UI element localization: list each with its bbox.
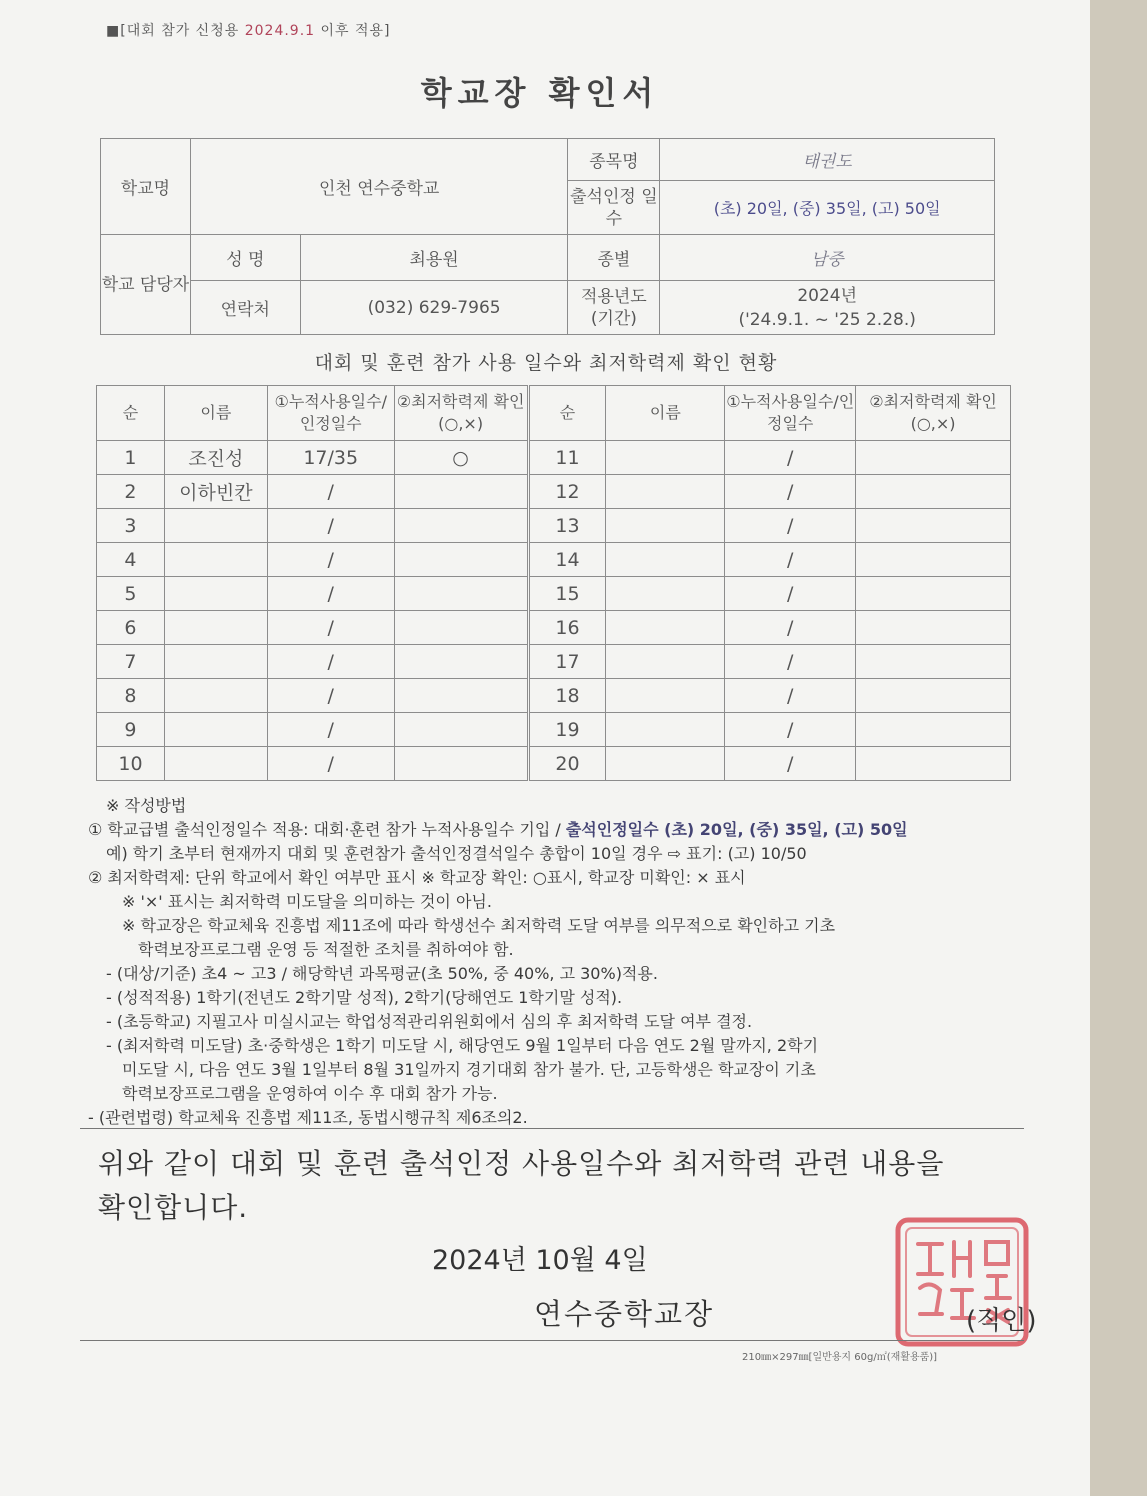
row-days-2: / — [725, 645, 856, 679]
row-no: 6 — [97, 611, 165, 645]
tag-prefix: ■[대회 참가 신청용 — [106, 23, 245, 39]
row-check-2 — [856, 543, 1011, 577]
row-check — [394, 713, 528, 747]
division-label: 종별 — [568, 235, 660, 281]
school-name-value: 인천 연수중학교 — [190, 139, 568, 235]
row-check — [394, 645, 528, 679]
row-days-2: / — [725, 475, 856, 509]
row-check — [394, 577, 528, 611]
row-no: 1 — [97, 441, 165, 475]
row-no: 5 — [97, 577, 165, 611]
row-check — [394, 509, 528, 543]
row-check-2 — [856, 577, 1011, 611]
row-no-2: 11 — [528, 441, 606, 475]
division-value: 남중 — [660, 235, 995, 281]
row-days-2: / — [725, 543, 856, 577]
row-days: / — [267, 509, 394, 543]
header-no: 순 — [97, 386, 165, 441]
contact-label: 연락처 — [190, 281, 300, 335]
row-no: 3 — [97, 509, 165, 543]
apply-year-label: 적용년도 (기간) — [568, 281, 660, 335]
row-check-2 — [856, 679, 1011, 713]
row-name-2 — [606, 747, 725, 781]
row-days-2: / — [725, 509, 856, 543]
note-3: ※ '×' 표시는 최저학력 미도달을 의미하는 것이 아님. — [122, 892, 492, 911]
row-no-2: 16 — [528, 611, 606, 645]
school-name-label: 학교명 — [101, 139, 191, 235]
note-1: ① 학교급별 출석인정일수 적용: 대회·훈련 참가 누적사용일수 기입 / — [88, 820, 566, 839]
row-name — [164, 611, 267, 645]
row-check-2 — [856, 475, 1011, 509]
row-no-2: 19 — [528, 713, 606, 747]
header-days: ①누적사용일수/인정일수 — [267, 386, 394, 441]
row-name — [164, 509, 267, 543]
document-title: 학교장 확인서 — [420, 74, 660, 112]
header-check: ②최저학력제 확인(○,×) — [394, 386, 528, 441]
row-check — [394, 543, 528, 577]
row-no-2: 18 — [528, 679, 606, 713]
tag-suffix: 이후 적용] — [315, 23, 391, 39]
apply-period-value: ('24.9.1. ~ '25 2.28.) — [738, 309, 916, 330]
event-value: 태권도 — [660, 139, 995, 181]
note-8-cont-2: 학력보장프로그램을 운영하여 이수 후 대회 참가 가능. — [122, 1084, 498, 1103]
row-days: 17/35 — [267, 441, 394, 475]
row-name: 조진성 — [164, 441, 267, 475]
note-7: - (초등학교) 지필고사 미실시교는 학업성적관리위원회에서 심의 후 최저학력 도달 여부 결정. — [106, 1012, 753, 1031]
row-check-2 — [856, 441, 1011, 475]
table-row — [97, 577, 1011, 611]
row-name-2 — [606, 645, 725, 679]
header-days-2: ①누적사용일수/인정일수 — [725, 386, 856, 441]
row-days-2: / — [725, 577, 856, 611]
row-name-2 — [606, 441, 725, 475]
table-row — [97, 441, 1011, 475]
notes-heading: ※ 작성방법 — [106, 796, 187, 815]
table-row — [97, 509, 1011, 543]
note-8: - (최저학력 미도달) 초·중학생은 1학기 미도달 시, 해당연도 9월 1일부터 다음 연도 2월 말까지, 2학기 — [106, 1036, 819, 1055]
row-no: 7 — [97, 645, 165, 679]
seal-label: (직인) — [966, 1306, 1037, 1336]
row-no-2: 20 — [528, 747, 606, 781]
paper-spec-footer: 210㎜×297㎜[일반용지 60g/㎡(재활용품)] — [742, 1352, 938, 1363]
row-days: / — [267, 713, 394, 747]
table-row — [97, 713, 1011, 747]
row-check-2 — [856, 713, 1011, 747]
row-name-2 — [606, 679, 725, 713]
table-row — [97, 543, 1011, 577]
section-title: 대회 및 훈련 참가 사용 일수와 최저학력제 확인 현황 — [314, 352, 778, 374]
row-name-2 — [606, 713, 725, 747]
note-9: - (관련법령) 학교체육 진흥법 제11조, 동법시행규칙 제6조의2. — [88, 1108, 528, 1127]
row-name-2 — [606, 543, 725, 577]
row-check: ○ — [394, 441, 528, 475]
row-days: / — [267, 747, 394, 781]
header-check-2: ②최저학력제 확인(○,×) — [856, 386, 1011, 441]
row-name — [164, 713, 267, 747]
bottom-divider — [80, 1340, 1024, 1341]
apply-year-cell — [660, 281, 995, 335]
contact-value: (032) 629-7965 — [300, 281, 568, 335]
signature-date: 2024년 10월 4일 — [432, 1245, 648, 1276]
attend-days-label: 출석인정 일수 — [568, 181, 660, 235]
row-name-2 — [606, 611, 725, 645]
row-no: 8 — [97, 679, 165, 713]
divider — [80, 1128, 1024, 1129]
row-days: / — [267, 475, 394, 509]
instructions — [88, 794, 1018, 1130]
event-label: 종목명 — [568, 139, 660, 181]
row-no-2: 14 — [528, 543, 606, 577]
row-days: / — [267, 577, 394, 611]
manager-label: 학교 담당자 — [101, 235, 191, 335]
row-days: / — [267, 543, 394, 577]
row-no-2: 13 — [528, 509, 606, 543]
row-name — [164, 577, 267, 611]
row-no: 2 — [97, 475, 165, 509]
principal-title: 연수중학교장 — [534, 1297, 715, 1331]
note-1-example: 예) 학기 초부터 현재까지 대회 및 훈련참가 출석인정결석일수 총합이 10일 경우 ⇨ 표기: (고) 10/50 — [106, 844, 807, 863]
participation-table — [96, 385, 1011, 781]
row-check — [394, 475, 528, 509]
row-no: 10 — [97, 747, 165, 781]
note-5: - (대상/기준) 초4 ~ 고3 / 해당학년 과목평균(초 50%, 중 40%, 고 30%)적용. — [106, 964, 658, 983]
note-2: ② 최저학력제: 단위 학교에서 확인 여부만 표시 ※ 학교장 확인: ○표시, 학교장 미확인: × 표시 — [88, 868, 746, 887]
row-days: / — [267, 679, 394, 713]
row-days-2: / — [725, 611, 856, 645]
row-days-2: / — [725, 713, 856, 747]
confirmation-line-1: 위와 같이 대회 및 훈련 출석인정 사용일수와 최저학력 관련 내용을 — [98, 1147, 945, 1180]
tag-date: 2024.9.1 — [244, 23, 316, 39]
row-check-2 — [856, 509, 1011, 543]
header-name-2: 이름 — [606, 386, 725, 441]
row-no: 4 — [97, 543, 165, 577]
row-check — [394, 679, 528, 713]
attend-days-value: (초) 20일, (중) 35일, (고) 50일 — [660, 181, 995, 235]
row-name — [164, 747, 267, 781]
row-check-2 — [856, 645, 1011, 679]
row-name: 이하빈칸 — [164, 475, 267, 509]
row-no-2: 17 — [528, 645, 606, 679]
table-row — [97, 645, 1011, 679]
confirmation-line-2: 확인합니다. — [98, 1191, 249, 1224]
form-usage-tag — [106, 20, 391, 40]
header-name: 이름 — [164, 386, 267, 441]
row-no: 9 — [97, 713, 165, 747]
table-row — [97, 475, 1011, 509]
note-4: ※ 학교장은 학교체육 진흥법 제11조에 따라 학생선수 최저학력 도달 여부를 의무적으로 확인하고 기초 — [122, 916, 836, 935]
confirmation-statement — [98, 1142, 1018, 1230]
row-name — [164, 543, 267, 577]
apply-year-value: 2024년 — [797, 285, 857, 306]
header-no-2: 순 — [528, 386, 606, 441]
row-check — [394, 747, 528, 781]
row-days: / — [267, 611, 394, 645]
row-check-2 — [856, 611, 1011, 645]
row-name — [164, 679, 267, 713]
row-no-2: 12 — [528, 475, 606, 509]
row-days-2: / — [725, 441, 856, 475]
row-days: / — [267, 645, 394, 679]
background-surface — [1090, 0, 1147, 1496]
row-no-2: 15 — [528, 577, 606, 611]
note-4-cont: 학력보장프로그램 운영 등 적절한 조치를 취하여야 함. — [138, 940, 514, 959]
row-check-2 — [856, 747, 1011, 781]
row-name-2 — [606, 577, 725, 611]
table-row — [97, 679, 1011, 713]
note-1-emphasis: 출석인정일수 (초) 20일, (중) 35일, (고) 50일 — [565, 820, 908, 839]
row-days-2: / — [725, 747, 856, 781]
table-row — [97, 747, 1011, 781]
row-name — [164, 645, 267, 679]
row-name-2 — [606, 509, 725, 543]
info-table — [100, 138, 995, 335]
manager-name-label: 성 명 — [190, 235, 300, 281]
row-check — [394, 611, 528, 645]
table-row — [97, 611, 1011, 645]
note-6: - (성적적용) 1학기(전년도 2학기말 성적), 2학기(당해연도 1학기말 성적). — [106, 988, 623, 1007]
row-days-2: / — [725, 679, 856, 713]
row-name-2 — [606, 475, 725, 509]
note-8-cont: 미도달 시, 다음 연도 3월 1일부터 8월 31일까지 경기대회 참가 불가. 단, 고등학생은 학교장이 기초 — [122, 1060, 816, 1079]
manager-name-value: 최용원 — [300, 235, 568, 281]
